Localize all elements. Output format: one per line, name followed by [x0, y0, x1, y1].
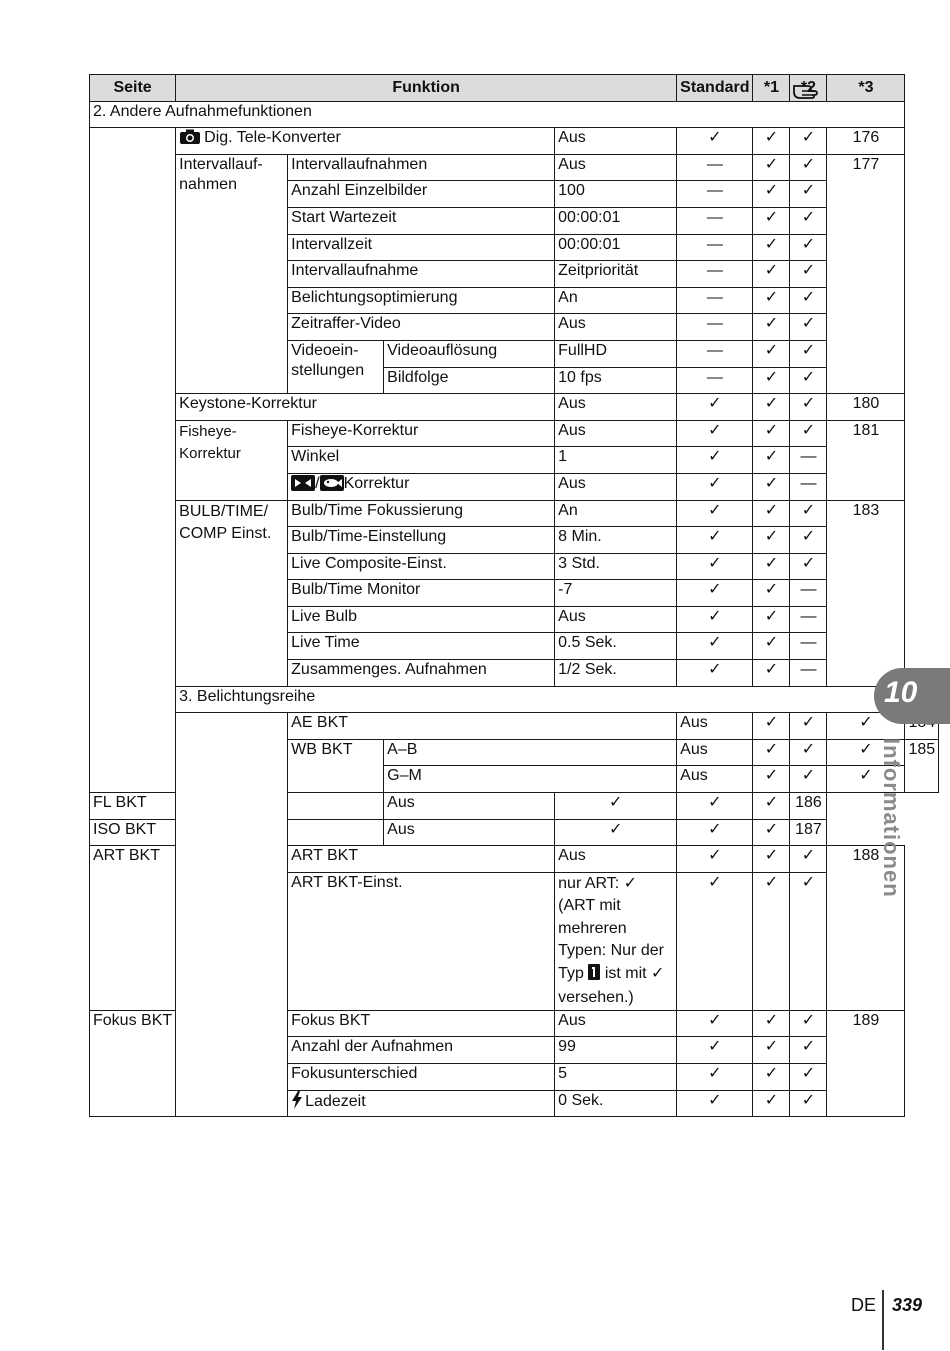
function-cell: Zeitraffer-Video [288, 314, 555, 341]
check-cell: ✓ [677, 473, 753, 500]
check-cell: ✓ [790, 846, 827, 873]
function-cell: Fokus BKT [288, 1010, 555, 1037]
function-label: Ladezeit [305, 1092, 366, 1110]
standard-cell: Aus [677, 739, 753, 766]
function-cell: Keystone-Korrektur [176, 394, 555, 421]
function-cell: Fisheye-Korrektur [288, 420, 555, 447]
check-cell: ✓ [677, 1037, 753, 1064]
group-label: ART BKT [90, 846, 176, 1011]
check-cell: ✓ [753, 128, 790, 155]
check-cell: ✓ [753, 500, 790, 527]
check-cell: ✓ [753, 660, 790, 687]
check-cell: ✓ [753, 1037, 790, 1064]
fisheye-correction-icon [291, 475, 315, 497]
page-ref: 188 [827, 846, 905, 1011]
table-row [90, 420, 939, 447]
dash-cell: — [677, 154, 753, 181]
section-row [90, 686, 939, 713]
function-cell: Start Wartezeit [288, 207, 555, 234]
check-cell: ✓ [790, 287, 827, 314]
standard-cell: Aus [677, 766, 753, 793]
standard-cell: 1/2 Sek. [555, 660, 677, 687]
standard-cell: Aus [555, 1010, 677, 1037]
check-cell: ✓ [753, 713, 790, 740]
standard-cell: Aus [555, 128, 677, 155]
function-cell [288, 473, 555, 500]
check-cell: ✓ [790, 553, 827, 580]
standard-cell: 8 Min. [555, 527, 677, 554]
check-cell: ✓ [677, 394, 753, 421]
standard-cell: An [555, 500, 677, 527]
check-cell: ✓ [827, 739, 905, 766]
page-number: 339 [892, 1295, 923, 1315]
check-cell: ✓ [753, 287, 790, 314]
function-cell: Bulb/Time Fokussierung [288, 500, 555, 527]
check-cell: ✓ [790, 181, 827, 208]
dash-cell: — [790, 606, 827, 633]
slash-text: / [315, 474, 320, 492]
check-cell: ✓ [753, 1010, 790, 1037]
check-cell: ✓ [753, 420, 790, 447]
pointing-hand-icon [792, 80, 822, 100]
standard-cell: An [555, 287, 677, 314]
section-title: 2. Andere Aufnahmefunktionen [90, 101, 905, 128]
dash-cell: — [677, 181, 753, 208]
check-cell: ✓ [790, 1064, 827, 1091]
fish-icon [320, 475, 344, 497]
check-cell: ✓ [677, 128, 753, 155]
check-cell: ✓ [753, 527, 790, 554]
check-cell: ✓ [790, 500, 827, 527]
check-cell: ✓ [677, 1064, 753, 1091]
footer-divider [882, 1290, 884, 1350]
function-cell: ART BKT [288, 846, 555, 873]
check-cell: ✓ [753, 580, 790, 607]
function-cell: Bildfolge [384, 367, 555, 394]
dash-cell: — [790, 580, 827, 607]
page-ref: 183 [827, 500, 905, 686]
check-cell: ✓ [677, 793, 753, 820]
function-cell: Intervallaufnahme [288, 261, 555, 288]
function-cell: Live Bulb [288, 606, 555, 633]
group-label: Intervallauf- nahmen [176, 154, 288, 393]
table-row [90, 128, 939, 155]
standard-cell: Zeitpriorität [555, 261, 677, 288]
standard-cell: 0.5 Sek. [555, 633, 677, 660]
check-cell: ✓ [753, 181, 790, 208]
check-cell: ✓ [790, 872, 827, 1010]
function-cell: Zusammenges. Aufnahmen [288, 660, 555, 687]
function-cell: Videoauflösung [384, 340, 555, 367]
function-cell: AE BKT [288, 713, 677, 740]
check-cell: ✓ [790, 420, 827, 447]
check-cell: ✓ [753, 606, 790, 633]
standard-cell: 1 [555, 447, 677, 474]
standard-cell: Aus [555, 394, 677, 421]
function-cell: Anzahl Einzelbilder [288, 181, 555, 208]
check-cell: ✓ [753, 793, 790, 820]
seite-cell [90, 128, 176, 793]
settings-table [89, 74, 939, 1117]
standard-cell: Aus [555, 473, 677, 500]
function-label: Dig. Tele-Konverter [204, 129, 341, 147]
check-cell: ✓ [677, 872, 753, 1010]
section-row [90, 101, 939, 128]
standard-cell: Aus [555, 606, 677, 633]
check-cell: ✓ [677, 819, 753, 846]
function-cell: Belichtungsoptimierung [288, 287, 555, 314]
check-cell: ✓ [753, 473, 790, 500]
check-cell: ✓ [790, 207, 827, 234]
standard-cell: Aus [555, 420, 677, 447]
standard-cell: FullHD [555, 340, 677, 367]
flash-icon [291, 1091, 303, 1115]
page-ref: 180 [827, 394, 905, 421]
check-cell: ✓ [753, 1090, 790, 1117]
group-label: BULB/TIME/ COMP Einst. [176, 500, 288, 686]
one-icon [588, 964, 600, 988]
col-mode2: *2 [790, 75, 827, 102]
check-cell: ✓ [790, 1010, 827, 1037]
function-cell [288, 1090, 555, 1117]
dash-cell: — [790, 633, 827, 660]
check-cell: ✓ [753, 261, 790, 288]
dash-cell: — [677, 261, 753, 288]
check-cell: ✓ [753, 314, 790, 341]
check-cell: ✓ [677, 500, 753, 527]
check-cell: ✓ [827, 713, 905, 740]
table-row [90, 819, 939, 846]
standard-cell: 99 [555, 1037, 677, 1064]
check-cell: ✓ [790, 527, 827, 554]
check-cell: ✓ [753, 1064, 790, 1091]
standard-text: nur ART: ✓ (ART mit mehreren Typen: Nur der Typ [558, 874, 664, 982]
standard-cell: 5 [555, 1064, 677, 1091]
table-row [90, 713, 939, 740]
standard-cell: Aus [384, 793, 555, 820]
check-cell: ✓ [677, 1090, 753, 1117]
dash-cell: — [790, 660, 827, 687]
check-cell: ✓ [790, 713, 827, 740]
camera-icon [179, 129, 201, 151]
check-cell: ✓ [753, 367, 790, 394]
function-cell: Anzahl der Aufnahmen [288, 1037, 555, 1064]
function-cell: ART BKT-Einst. [288, 872, 555, 1010]
table-row [90, 500, 939, 527]
page-ref: 185 [905, 739, 939, 792]
check-cell: ✓ [790, 314, 827, 341]
dash-cell: — [677, 287, 753, 314]
col-mode1: *1 [753, 75, 790, 102]
check-cell: ✓ [753, 633, 790, 660]
chapter-number: 10 [884, 676, 918, 709]
check-cell: ✓ [677, 447, 753, 474]
function-cell: Live Composite-Einst. [288, 553, 555, 580]
function-cell: Fokusunterschied [288, 1064, 555, 1091]
col-mode3: *3 [827, 75, 905, 102]
standard-cell: 3 Std. [555, 553, 677, 580]
page-ref: 189 [827, 1010, 905, 1116]
check-cell: ✓ [753, 340, 790, 367]
function-cell: FL BKT [90, 793, 384, 820]
standard-cell: Aus [555, 314, 677, 341]
function-cell: Intervallzeit [288, 234, 555, 261]
check-cell: ✓ [790, 234, 827, 261]
standard-cell: -7 [555, 580, 677, 607]
check-cell: ✓ [790, 367, 827, 394]
check-cell: ✓ [677, 527, 753, 554]
check-cell: ✓ [753, 766, 790, 793]
function-cell [176, 128, 555, 155]
standard-cell: 00:00:01 [555, 234, 677, 261]
check-cell: ✓ [555, 793, 677, 820]
group-label: WB BKT [288, 739, 384, 792]
standard-cell [555, 872, 677, 1010]
standard-text: ist mit ✓ versehen.) [558, 964, 665, 1007]
check-cell: ✓ [677, 553, 753, 580]
page-ref: 176 [827, 128, 905, 155]
table-row [90, 394, 939, 421]
group-label: Fisheye- Korrektur [176, 420, 288, 500]
standard-cell: Aus [384, 819, 555, 846]
check-cell: ✓ [753, 739, 790, 766]
standard-cell: 10 fps [555, 367, 677, 394]
check-cell: ✓ [753, 394, 790, 421]
check-cell: ✓ [677, 1010, 753, 1037]
check-cell: ✓ [790, 1090, 827, 1117]
check-cell: ✓ [790, 394, 827, 421]
function-label: Korrektur [343, 474, 410, 492]
check-cell: ✓ [677, 420, 753, 447]
check-cell: ✓ [790, 739, 827, 766]
function-cell: G–M [384, 766, 677, 793]
standard-cell: Aus [677, 713, 753, 740]
standard-cell: 00:00:01 [555, 207, 677, 234]
check-cell: ✓ [790, 154, 827, 181]
page-ref: 177 [827, 154, 905, 393]
check-cell: ✓ [753, 553, 790, 580]
check-cell: ✓ [790, 766, 827, 793]
check-cell: ✓ [677, 606, 753, 633]
check-cell: ✓ [753, 846, 790, 873]
check-cell: ✓ [555, 819, 677, 846]
section-title: 3. Belichtungsreihe [176, 686, 939, 713]
check-cell: ✓ [790, 1037, 827, 1064]
check-cell: ✓ [790, 340, 827, 367]
dash-cell: — [790, 473, 827, 500]
function-cell: ISO BKT [90, 819, 384, 846]
dash-cell: — [677, 207, 753, 234]
group-label: Fokus BKT [90, 1010, 176, 1116]
check-cell: ✓ [677, 660, 753, 687]
group-label: Videoein- stellungen [288, 340, 384, 393]
chapter-label: Informationen [879, 738, 904, 898]
standard-cell: Aus [555, 846, 677, 873]
check-cell: ✓ [753, 819, 790, 846]
table-row [90, 793, 939, 820]
check-cell: ✓ [677, 580, 753, 607]
check-cell: ✓ [753, 234, 790, 261]
dash-cell: — [677, 340, 753, 367]
page-ref: 187 [790, 819, 827, 846]
footer-language: DE [851, 1295, 877, 1315]
col-seite: Seite [90, 75, 176, 102]
standard-cell: 100 [555, 181, 677, 208]
check-cell: ✓ [677, 633, 753, 660]
dash-cell: — [677, 234, 753, 261]
function-cell: Bulb/Time-Einstellung [288, 527, 555, 554]
check-cell: ✓ [790, 261, 827, 288]
dash-cell: — [677, 367, 753, 394]
check-cell: ✓ [753, 154, 790, 181]
function-cell: Intervallaufnahmen [288, 154, 555, 181]
function-cell: Live Time [288, 633, 555, 660]
check-cell: ✓ [753, 447, 790, 474]
standard-cell: Aus [555, 154, 677, 181]
dash-cell: — [677, 314, 753, 341]
seite-cell [176, 713, 288, 1117]
function-cell: Winkel [288, 447, 555, 474]
table-row [90, 154, 939, 181]
check-cell: ✓ [753, 207, 790, 234]
check-cell: ✓ [677, 846, 753, 873]
check-cell: ✓ [790, 128, 827, 155]
col-funktion: Funktion [176, 75, 677, 102]
function-cell: A–B [384, 739, 677, 766]
check-cell: ✓ [827, 766, 905, 793]
page-ref: 181 [827, 420, 905, 500]
dash-cell: — [790, 447, 827, 474]
check-cell: ✓ [753, 872, 790, 1010]
chapter-label-container [872, 738, 912, 898]
col-standard: Standard [677, 75, 753, 102]
function-cell: Bulb/Time Monitor [288, 580, 555, 607]
standard-cell: 0 Sek. [555, 1090, 677, 1117]
page-ref: 186 [790, 793, 827, 820]
